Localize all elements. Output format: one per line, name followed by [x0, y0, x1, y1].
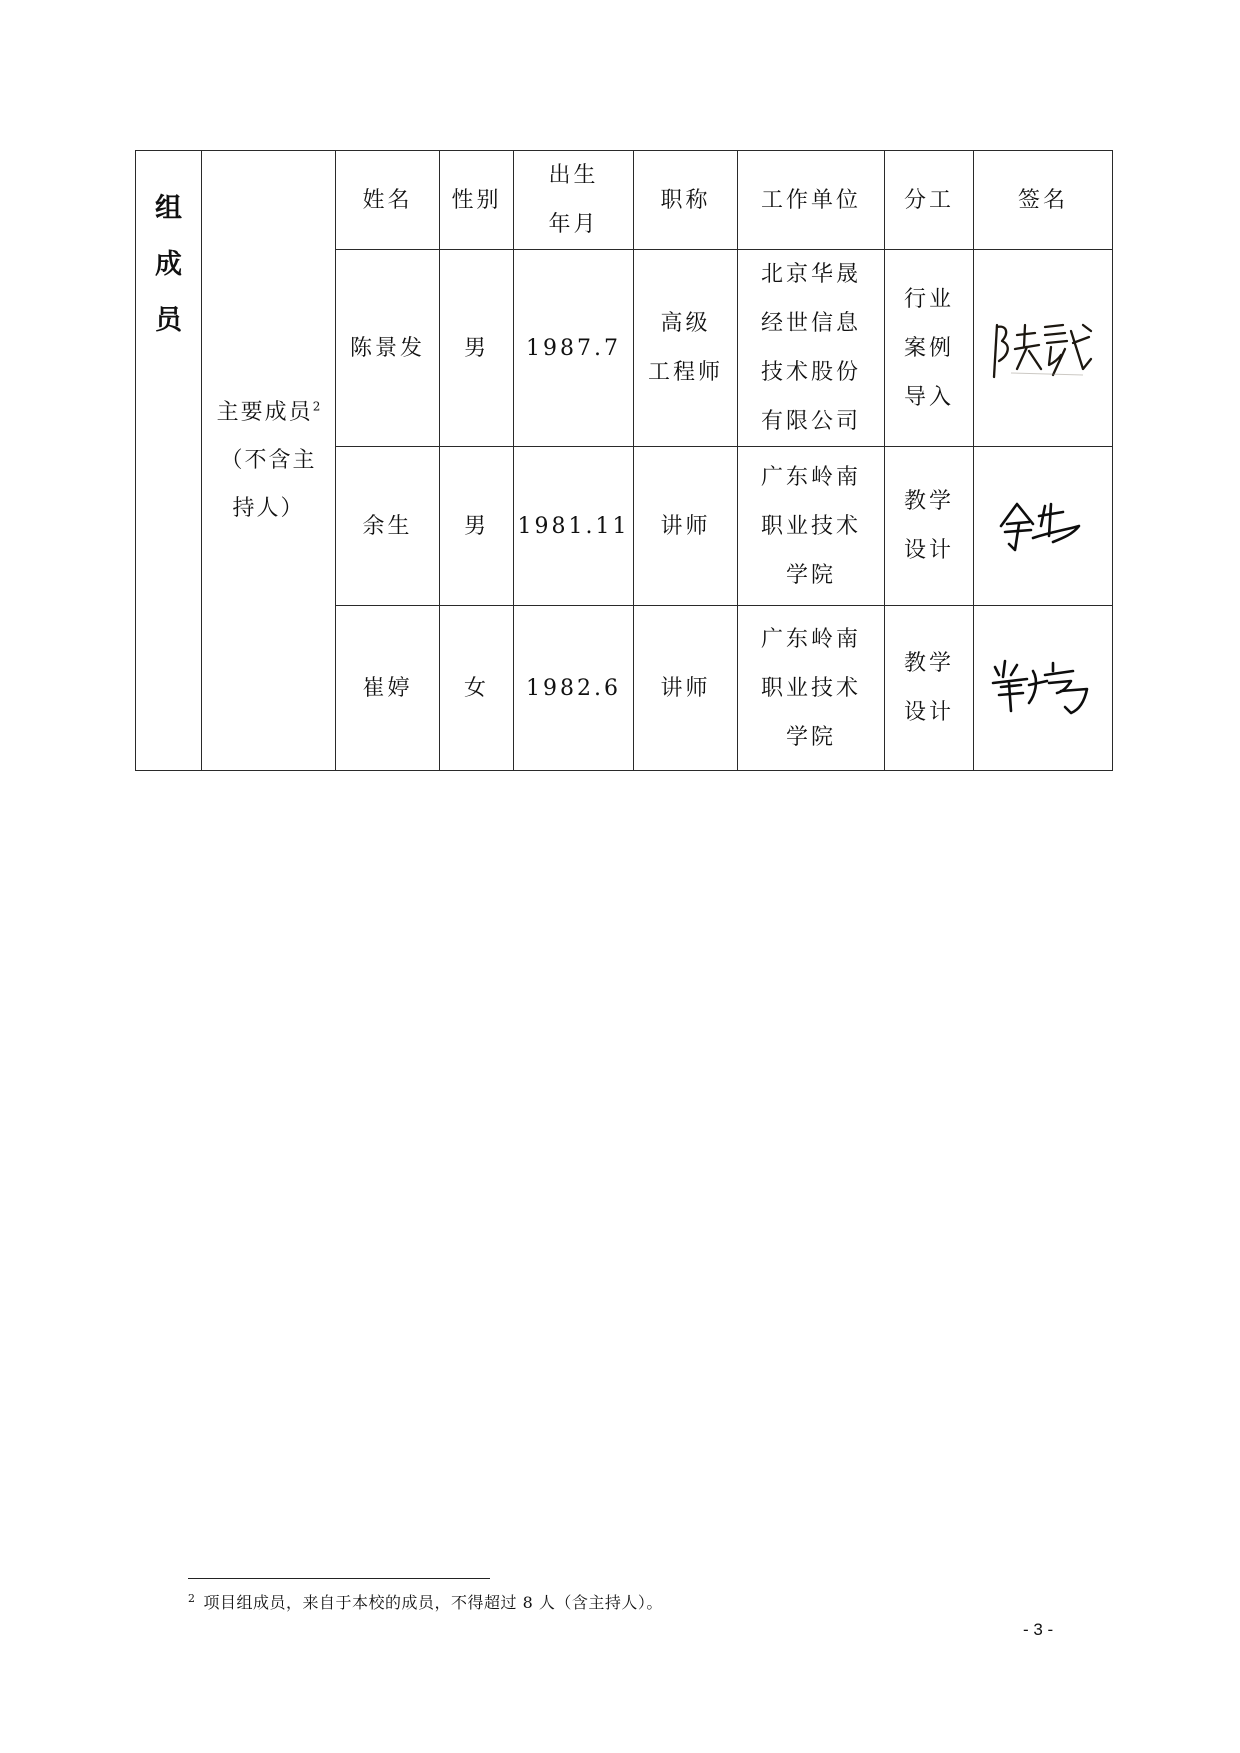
member-employer: 广东岭南 职业技术 学院 [738, 447, 885, 606]
signature-cell [974, 447, 1113, 606]
header-duty: 分工 [885, 151, 974, 250]
footnote-divider [188, 1578, 490, 1579]
team-members-table [135, 150, 1113, 771]
page-number: - 3 - [1023, 1620, 1054, 1639]
header-gender: 性别 [440, 151, 514, 250]
member-birth: 1981.11 [514, 447, 634, 606]
member-duty: 教学 设计 [885, 606, 974, 771]
handwritten-signature [993, 496, 1093, 556]
member-duty: 教学 设计 [885, 447, 974, 606]
member-name: 余生 [336, 447, 440, 606]
handwritten-signature [987, 313, 1099, 383]
member-birth: 1987.7 [514, 250, 634, 447]
footnote [188, 1590, 663, 1613]
member-duty: 行业 案例 导入 [885, 250, 974, 447]
role-label-note: （不含主 持人） [220, 447, 317, 521]
member-title: 讲师 [634, 606, 738, 771]
signature-cell [974, 250, 1113, 447]
member-title: 高级 工程师 [634, 250, 738, 447]
member-employer: 北京华晟 经世信息 技术股份 有限公司 [738, 250, 885, 447]
signature-cell [974, 606, 1113, 771]
member-name: 崔婷 [336, 606, 440, 771]
header-employer: 工作单位 [738, 151, 885, 250]
role-label-main: 主要成员 [216, 399, 313, 425]
footnote-ref: 2 [312, 399, 321, 414]
header-signature: 签名 [974, 151, 1113, 250]
header-row [136, 151, 1113, 250]
header-name: 姓名 [336, 151, 440, 250]
member-title: 讲师 [634, 447, 738, 606]
member-gender: 女 [440, 606, 514, 771]
header-title: 职称 [634, 151, 738, 250]
section-label: 组 成 员 [136, 151, 202, 771]
footnote-text: 项目组成员，来自于本校的成员，不得超过 8 人（含主持人）。 [203, 1593, 663, 1612]
member-gender: 男 [440, 447, 514, 606]
member-gender: 男 [440, 250, 514, 447]
footnote-number: 2 [188, 1591, 196, 1605]
member-birth: 1982.6 [514, 606, 634, 771]
member-name: 陈景发 [336, 250, 440, 447]
role-label [202, 151, 336, 771]
handwritten-signature [987, 655, 1099, 721]
member-employer: 广东岭南 职业技术 学院 [738, 606, 885, 771]
header-birth: 出生 年月 [514, 151, 634, 250]
